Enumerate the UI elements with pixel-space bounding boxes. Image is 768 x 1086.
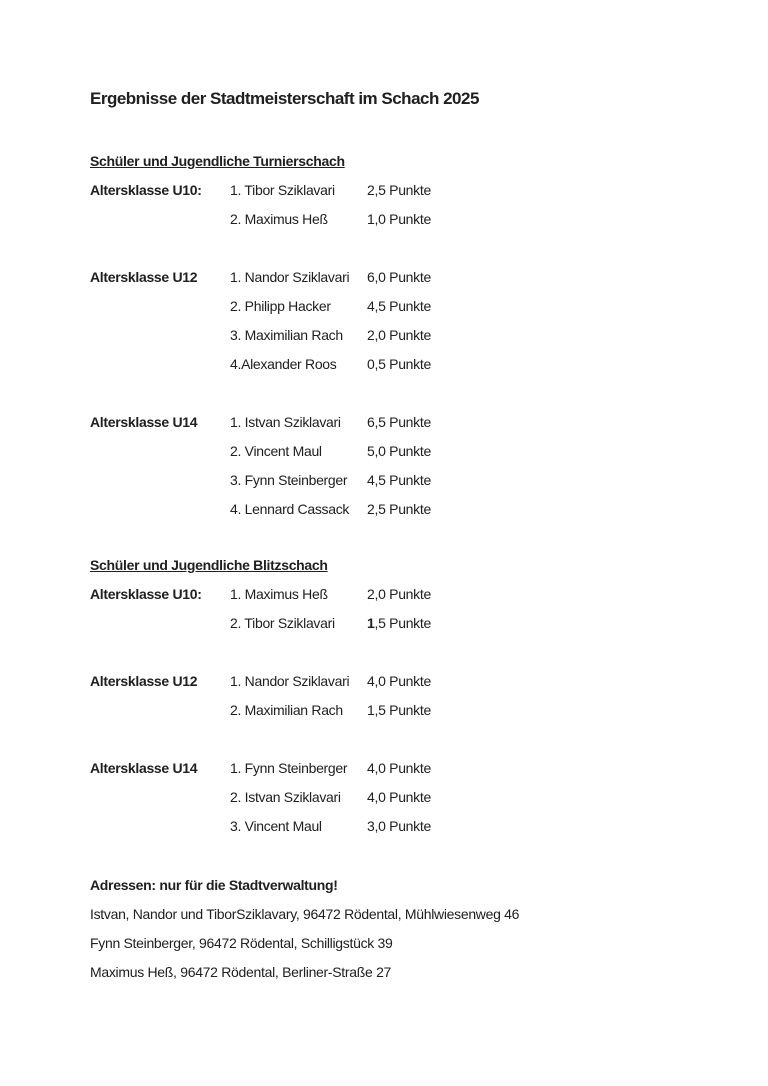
addresses-block (90, 871, 728, 987)
player-points: 5,0 Punkte (367, 443, 431, 459)
player-points: 4,5 Punkte (367, 472, 431, 488)
player-name: 1. Nandor Sziklavari (230, 673, 350, 689)
player-name: 3. Vincent Maul (230, 818, 322, 834)
section-turnierschach (90, 147, 728, 524)
section-heading-turnierschach: Schüler und Jugendliche Turnierschach (90, 153, 345, 169)
age-group-u14-turnier (90, 408, 728, 524)
player-name: 2. Tibor Sziklavari (230, 615, 335, 631)
player-name: 4. Lennard Cassack (230, 501, 350, 517)
result-row (90, 609, 728, 638)
player-name: 1. Istvan Sziklavari (230, 414, 341, 430)
player-points: 6,0 Punkte (367, 269, 431, 285)
player-points: 6,5 Punkte (367, 414, 431, 430)
result-row (90, 350, 728, 379)
address-line: Fynn Steinberger, 96472 Rödental, Schilligstück 39 (90, 935, 393, 951)
player-points: 2,0 Punkte (367, 327, 431, 343)
age-group-u10-blitz (90, 580, 728, 638)
player-name: 1. Fynn Steinberger (230, 760, 348, 776)
result-row (90, 437, 728, 466)
result-row (90, 783, 728, 812)
result-row (90, 292, 728, 321)
player-points: 1,0 Punkte (367, 211, 431, 227)
player-points: 1,5 Punkte (367, 702, 431, 718)
result-row (90, 495, 728, 524)
player-name: 1. Nandor Sziklavari (230, 269, 350, 285)
player-points: 4,0 Punkte (367, 789, 431, 805)
result-row (90, 408, 728, 437)
result-row (90, 466, 728, 495)
age-group-label: Altersklasse U10: (90, 182, 202, 198)
player-name: 2. Vincent Maul (230, 443, 322, 459)
player-name: 3. Maximilian Rach (230, 327, 343, 343)
player-points: 1,5 Punkte (367, 615, 431, 631)
age-group-label: Altersklasse U14 (90, 414, 198, 430)
result-row (90, 205, 728, 234)
player-name: 4.Alexander Roos (230, 356, 337, 372)
player-name: 2. Philipp Hacker (230, 298, 331, 314)
player-points: 4,5 Punkte (367, 298, 431, 314)
age-group-label: Altersklasse U10: (90, 586, 202, 602)
result-row (90, 580, 728, 609)
result-row (90, 667, 728, 696)
section-blitzschach (90, 551, 728, 841)
player-points: 3,0 Punkte (367, 818, 431, 834)
age-group-label: Altersklasse U14 (90, 760, 198, 776)
player-name: 1. Tibor Sziklavari (230, 182, 335, 198)
age-group-u12-turnier (90, 263, 728, 379)
age-group-u14-blitz (90, 754, 728, 841)
addresses-heading: Adressen: nur für die Stadtverwaltung! (90, 877, 338, 893)
result-row (90, 696, 728, 725)
section-heading-blitzschach: Schüler und Jugendliche Blitzschach (90, 557, 328, 573)
result-row (90, 321, 728, 350)
age-group-label: Altersklasse U12 (90, 269, 198, 285)
player-name: 3. Fynn Steinberger (230, 472, 348, 488)
result-row (90, 812, 728, 841)
age-group-u10-turnier (90, 176, 728, 234)
result-row (90, 263, 728, 292)
result-row (90, 176, 728, 205)
player-name: 2. Maximus Heß (230, 211, 328, 227)
player-points: 4,0 Punkte (367, 673, 431, 689)
player-name: 1. Maximus Heß (230, 586, 328, 602)
age-group-u12-blitz (90, 667, 728, 725)
player-points: 2,5 Punkte (367, 501, 431, 517)
player-points: 0,5 Punkte (367, 356, 431, 372)
player-points: 2,5 Punkte (367, 182, 431, 198)
player-points: 2,0 Punkte (367, 586, 431, 602)
result-row (90, 754, 728, 783)
address-line: Istvan, Nandor und TiborSziklavary, 96472 Rödental, Mühlwiesenweg 46 (90, 906, 520, 922)
player-name: 2. Maximilian Rach (230, 702, 343, 718)
player-name: 2. Istvan Sziklavari (230, 789, 341, 805)
player-points: 4,0 Punkte (367, 760, 431, 776)
document-title: Ergebnisse der Stadtmeisterschaft im Schach 2025 (90, 89, 479, 108)
age-group-label: Altersklasse U12 (90, 673, 198, 689)
address-line: Maximus Heß, 96472 Rödental, Berliner-Straße 27 (90, 964, 392, 980)
